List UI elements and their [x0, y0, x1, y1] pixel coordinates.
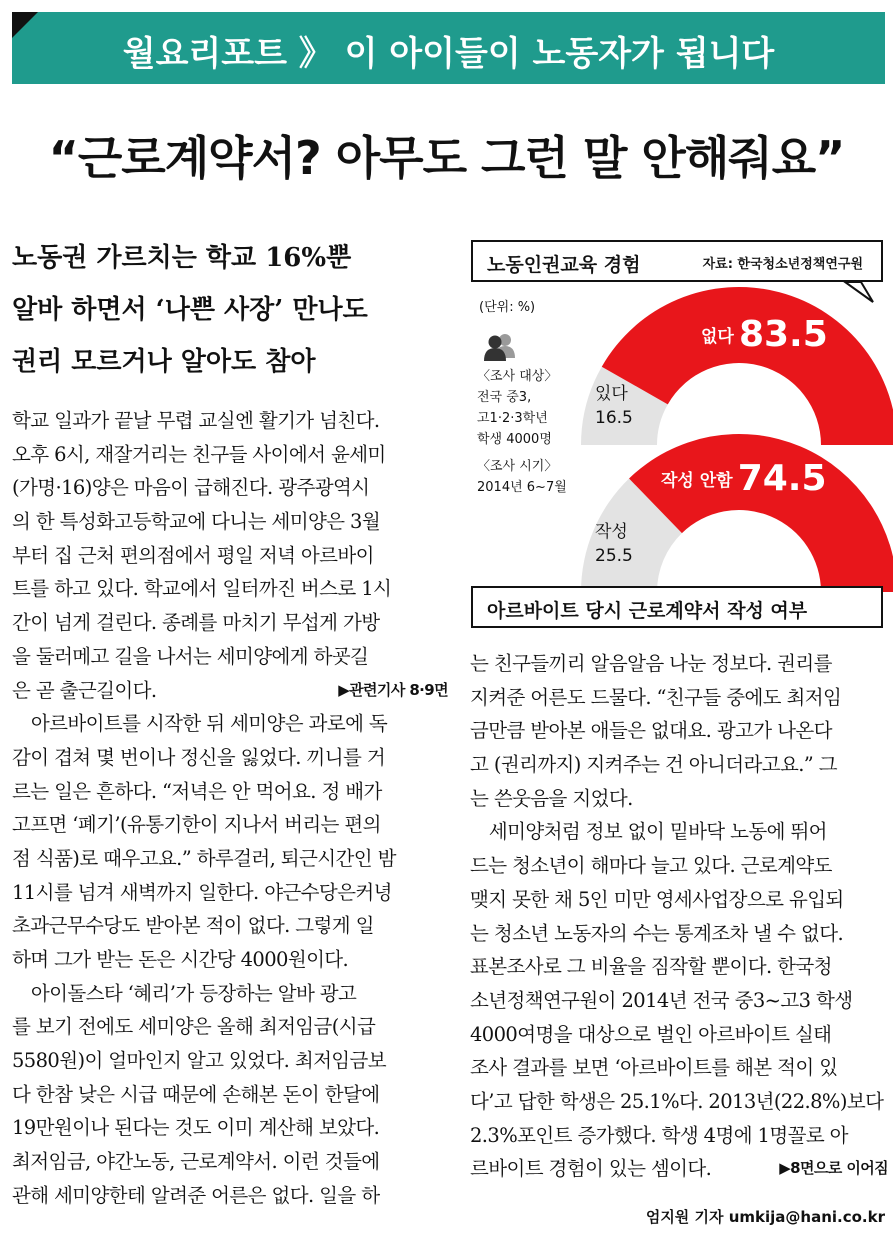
byline: 엄지원 기자 umkija@hani.co.kr — [645, 1208, 885, 1226]
body-line: 는 쓴웃음을 지었다. — [470, 786, 633, 810]
survey-line: 2014년 6~7월 — [477, 480, 567, 495]
body-line: 감이 겹쳐 몇 번이나 정신을 잃었다. 끼니를 거 — [12, 745, 386, 769]
body-line: 트를 하고 있다. 학교에서 일터까진 버스로 1시 — [12, 577, 392, 601]
body-line: 점 식품)로 때우고요.” 하루걸러, 퇴근시간인 밤 — [12, 846, 396, 870]
survey-line: 〈조사 대상〉 — [477, 369, 558, 384]
body-line: 르는 일은 흔하다. “저녁은 안 먹어요. 정 배가 — [12, 779, 382, 803]
body-line: 은 곧 출근길이다. ▶관련기사 8·9면 — [12, 674, 448, 708]
subhead-line: 노동권 가르치는 학교 16%뿐 — [12, 243, 352, 273]
subhead — [12, 232, 452, 388]
body-line: 최저임금, 야간노동, 근로계약서. 이런 것들에 — [12, 1150, 380, 1174]
body-line: 하며 그가 받는 돈은 시간당 4000원이다. — [12, 948, 349, 971]
survey-info — [477, 366, 567, 498]
body-line: 오후 6시, 재잘거리는 친구들 사이에서 윤세미 — [12, 442, 386, 466]
body-line: 관해 세미양한테 알려준 어른은 없다. 일을 하 — [12, 1183, 380, 1207]
body-line: 다 한참 낮은 시급 때문에 손해본 돈이 한달에 — [12, 1082, 380, 1106]
body-line: 4000여명을 대상으로 벌인 아르바이트 실태 — [470, 1022, 832, 1046]
banner-title: 월요리포트 》 이 아이들이 노동자가 됩니다 — [122, 34, 775, 74]
banner-corner-mark — [12, 12, 38, 38]
section-banner — [12, 12, 885, 84]
article-left-column — [12, 404, 448, 1213]
body-line: 다’고 답한 학생은 25.1%다. 2013년(22.8%)보다 — [470, 1089, 884, 1113]
body-line: 드는 청소년이 해마다 늘고 있다. 근로계약도 — [470, 854, 832, 878]
slice-label-yes: 있다 16.5 — [595, 384, 633, 428]
chart-source: 자료: 한국청소년정책연구원 — [702, 257, 863, 272]
body-line: 지켜준 어른도 드물다. “친구들 중에도 최저임 — [470, 685, 842, 709]
survey-line: 〈조사 시기〉 — [477, 459, 558, 474]
body-line: 학교 일과가 끝날 무렵 교실엔 활기가 넘친다. — [12, 409, 380, 432]
person-icon — [484, 334, 515, 361]
body-line: 초과근무수당도 받아본 적이 없다. 그렇게 일 — [12, 914, 374, 938]
body-line: 아이돌스타 ‘혜리’가 등장하는 알바 광고 — [12, 981, 357, 1005]
related-article-ref: ▶관련기사 8·9면 — [338, 680, 448, 699]
chart-infographic — [465, 230, 893, 640]
body-line: 의 한 특성화고등학교에 다니는 세미양은 3월 — [12, 510, 381, 534]
slice-label-written: 작성 25.5 — [595, 522, 633, 566]
slice-label-none: 없다 83.5 — [701, 314, 828, 355]
survey-line: 고1·2·3학년 — [477, 411, 548, 426]
body-line: 금만큼 받아본 애들은 없대요. 광고가 나온다 — [470, 719, 832, 743]
chart-title-2: 아르바이트 당시 근로계약서 작성 여부 — [487, 600, 808, 622]
body-line: 르바이트 경험이 있는 셈이다. ▶8면으로 이어짐 — [470, 1152, 888, 1186]
body-line: 11시를 넘겨 새벽까지 일한다. 야근수당은커녕 — [12, 880, 392, 904]
chart-unit: (단위: %) — [479, 300, 536, 315]
body-line: 19만원이나 된다는 것도 이미 계산해 보았다. — [12, 1116, 380, 1140]
subhead-line: 알바 하면서 ‘나쁜 사장’ 만나도 — [12, 295, 368, 325]
body-line: 는 친구들끼리 알음알음 나눈 정보다. 권리를 — [470, 652, 832, 675]
body-line: 세미양처럼 정보 없이 밑바닥 노동에 뛰어 — [470, 820, 827, 844]
slice-label-not-written: 작성 안함 74.5 — [661, 458, 827, 499]
body-line: 는 청소년 노동자의 수는 통계조차 낼 수 없다. — [470, 921, 844, 945]
body-line: (가명·16)양은 마음이 급해진다. 광주광역시 — [12, 476, 370, 500]
body-line: 2.3%포인트 증가했다. 학생 4명에 1명꼴로 아 — [470, 1123, 848, 1147]
related-article-ref: ▶8면으로 이어짐 — [779, 1159, 888, 1178]
body-line: 간이 넘게 걸린다. 종례를 마치기 무섭게 가방 — [12, 611, 380, 635]
body-line: 소년정책연구원이 2014년 전국 중3~고3 학생 — [470, 988, 853, 1012]
body-line: 고프면 ‘폐기’(유통기한이 지나서 버리는 편의 — [12, 813, 381, 837]
body-line: 를 보기 전에도 세미양은 올해 최저임금(시급 — [12, 1015, 376, 1039]
survey-line: 전국 중3, — [477, 390, 532, 405]
body-line: 고 (권리까지) 지켜주는 건 아니더라고요.” 그 — [470, 753, 838, 777]
body-line: 5580원)이 얼마인지 알고 있었다. 최저임금보 — [12, 1049, 387, 1073]
chart-title-box — [471, 240, 883, 282]
chart-bottom-title-box — [471, 586, 883, 628]
survey-line: 학생 4000명 — [477, 432, 552, 447]
headline: “근로계약서? 아무도 그런 말 안해줘요” — [48, 131, 845, 185]
body-line: 조사 결과를 보면 ‘아르바이트를 해본 적이 있 — [470, 1056, 838, 1080]
body-line: 맺지 못한 채 5인 미만 영세사업장으로 유입되 — [470, 887, 844, 911]
body-line: 아르바이트를 시작한 뒤 세미양은 과로에 독 — [12, 712, 388, 736]
body-line: 부터 집 근처 편의점에서 평일 저녁 아르바이 — [12, 543, 374, 567]
body-line: 표본조사로 그 비율을 짐작할 뿐이다. 한국청 — [470, 955, 832, 979]
article-right-column — [470, 647, 888, 1186]
chart-title: 노동인권교육 경험 — [487, 254, 641, 276]
body-line: 을 둘러메고 길을 나서는 세미양에게 하굣길 — [12, 644, 369, 668]
subhead-line: 권리 모르거나 알아도 참아 — [12, 347, 316, 377]
title-bubble-tail — [845, 282, 873, 302]
